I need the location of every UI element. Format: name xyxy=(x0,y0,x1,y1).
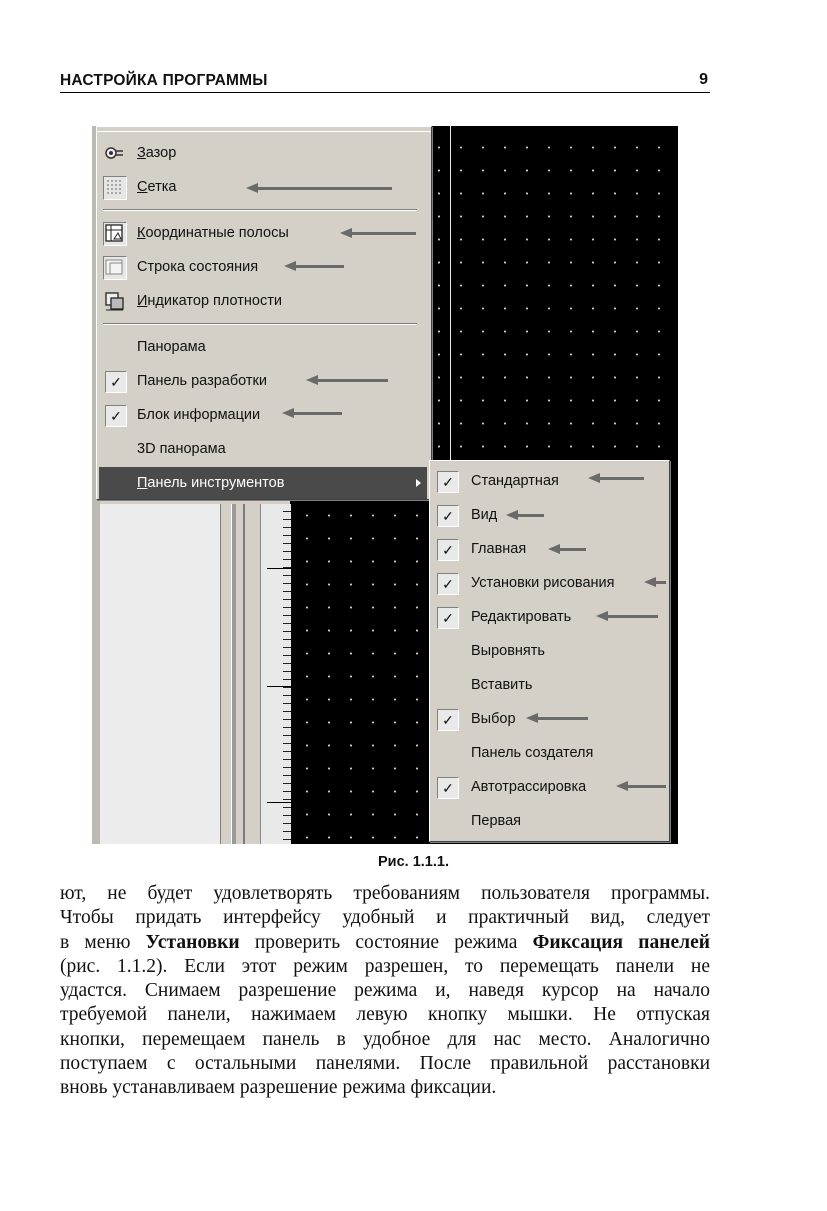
submenu-item-creator-panel[interactable] xyxy=(432,737,665,769)
accelerator-key: З xyxy=(137,145,146,161)
annotation-arrow xyxy=(292,412,342,415)
accelerator-key: С xyxy=(137,179,148,195)
annotation-arrow xyxy=(316,379,388,382)
submenu-item-drawing-settings[interactable] xyxy=(432,567,665,599)
menu-item-label: Главная xyxy=(471,541,527,557)
menu-item-panorama[interactable] xyxy=(99,331,427,363)
accelerator-key: П xyxy=(137,475,148,491)
annotation-arrow xyxy=(516,514,544,517)
annotation-arrow xyxy=(598,477,644,480)
menu-item-label: Автотрассировка xyxy=(471,779,587,795)
menu-item-label: ндикатор плотности xyxy=(147,293,282,309)
check-icon: ✓ xyxy=(437,573,459,595)
page-number: 9 xyxy=(699,71,708,88)
menu-separator xyxy=(103,209,417,211)
ruler-major-tick xyxy=(267,802,291,803)
submenu-item-first[interactable] xyxy=(432,805,665,837)
menu-item-label: Строка состояния xyxy=(137,259,259,275)
annotation-arrow xyxy=(350,232,416,235)
menu-name-emphasis: Установки xyxy=(145,931,240,953)
text-line: поступаем с остальными панелями. После правильной расстановки xyxy=(60,1053,710,1075)
status-bar-icon xyxy=(103,256,127,280)
menu-item-label: Вид xyxy=(471,507,498,523)
menu-item-label: Блок информации xyxy=(137,407,261,423)
view-menu xyxy=(96,126,432,500)
menu-item-label: Выбор xyxy=(471,711,516,727)
text-line xyxy=(60,931,710,955)
menu-item-label: 3D панорама xyxy=(137,441,226,457)
ruler-major-tick xyxy=(267,568,291,569)
menu-item-label: азор xyxy=(145,145,177,161)
accelerator-key: И xyxy=(137,293,148,309)
menu-item-label: Установки рисования xyxy=(471,575,615,591)
annotation-arrow xyxy=(256,187,392,190)
menu-item-label: Стандартная xyxy=(471,473,559,489)
submenu-item-insert[interactable] xyxy=(432,669,665,701)
menu-item-density-indicator[interactable] xyxy=(99,285,427,317)
density-indicator-icon xyxy=(103,290,125,312)
grid-icon xyxy=(103,176,127,200)
menu-item-label: Вставить xyxy=(471,677,533,693)
gap-icon xyxy=(103,142,125,164)
text-line: удастся. Снимаем разрешение режима и, наведя курсор на начало xyxy=(60,980,710,1002)
menu-item-label: Панель разработки xyxy=(137,373,267,389)
page-header xyxy=(60,66,710,93)
check-icon: ✓ xyxy=(437,777,459,799)
annotation-arrow xyxy=(626,785,666,788)
text-line: вновь устанавливаем разрешение режима фиксации. xyxy=(60,1077,497,1099)
check-icon: ✓ xyxy=(437,505,459,527)
menu-item-label: оординатные полосы xyxy=(145,225,289,241)
vertical-ruler xyxy=(260,504,291,844)
annotation-arrow xyxy=(294,265,344,268)
check-icon: ✓ xyxy=(437,471,459,493)
menu-item-label: Панель создателя xyxy=(471,745,594,761)
check-icon: ✓ xyxy=(105,405,127,427)
vertical-scrollbar[interactable] xyxy=(220,504,261,844)
check-icon: ✓ xyxy=(437,607,459,629)
figure-screenshot xyxy=(92,126,678,844)
menu-item-label: етка xyxy=(147,179,177,195)
check-icon: ✓ xyxy=(437,539,459,561)
mode-name-emphasis: Фиксация панелей xyxy=(532,931,710,953)
text-line: кнопки, перемещаем панель в удобное для нас место. Аналогично xyxy=(60,1028,710,1050)
menu-item-3d-panorama[interactable] xyxy=(99,433,427,465)
menu-item-info-block[interactable] xyxy=(99,399,427,431)
check-icon: ✓ xyxy=(437,709,459,731)
text-line: требуемой панели, нажимаем левую кнопку мышки. Не отпуская xyxy=(60,1004,710,1026)
submenu-arrow-icon xyxy=(416,479,421,487)
body-paragraph xyxy=(60,882,710,1101)
ruler-major-tick xyxy=(267,686,291,687)
document-area xyxy=(100,504,220,844)
text-fragment: проверить состояние режима xyxy=(239,931,533,953)
menu-item-label: Редактировать xyxy=(471,609,572,625)
menu-item-label: анель инструментов xyxy=(147,475,285,491)
coordinate-bars-icon xyxy=(103,222,127,246)
check-icon: ✓ xyxy=(105,371,127,393)
menu-item-label: Панорама xyxy=(137,339,206,355)
running-title: НАСТРОЙКА ПРОГРАММЫ xyxy=(60,72,268,89)
menu-item-status-bar[interactable] xyxy=(99,251,427,283)
text-line: (рис. 1.1.2). Если этот режим разрешен, то перемещать панели не xyxy=(60,955,710,977)
text-line: ют, не будет удовлетворять требованиям пользователя программы. xyxy=(60,883,710,904)
menu-item-toolbars[interactable] xyxy=(99,467,427,499)
scrollbar-groove xyxy=(243,504,245,844)
scrollbar-track[interactable] xyxy=(231,504,236,844)
submenu-item-view[interactable] xyxy=(432,499,665,531)
menu-item-gap[interactable] xyxy=(99,137,427,169)
menu-separator xyxy=(103,323,417,325)
submenu-item-align[interactable] xyxy=(432,635,665,667)
annotation-arrow xyxy=(536,717,588,720)
annotation-arrow xyxy=(558,548,586,551)
canvas-guide-line xyxy=(450,126,451,466)
menu-item-label: Первая xyxy=(471,813,522,829)
figure-caption: Рис. 1.1.1. xyxy=(378,854,449,870)
annotation-arrow xyxy=(606,615,658,618)
submenu-item-standard[interactable] xyxy=(432,465,665,497)
annotation-arrow xyxy=(654,581,666,584)
text-line: Чтобы придать интерфейсу удобный и практичный вид, следует xyxy=(60,907,710,929)
menu-item-label: Выровнять xyxy=(471,643,545,659)
accelerator-key: К xyxy=(137,225,146,241)
text-fragment: в меню xyxy=(60,931,146,953)
